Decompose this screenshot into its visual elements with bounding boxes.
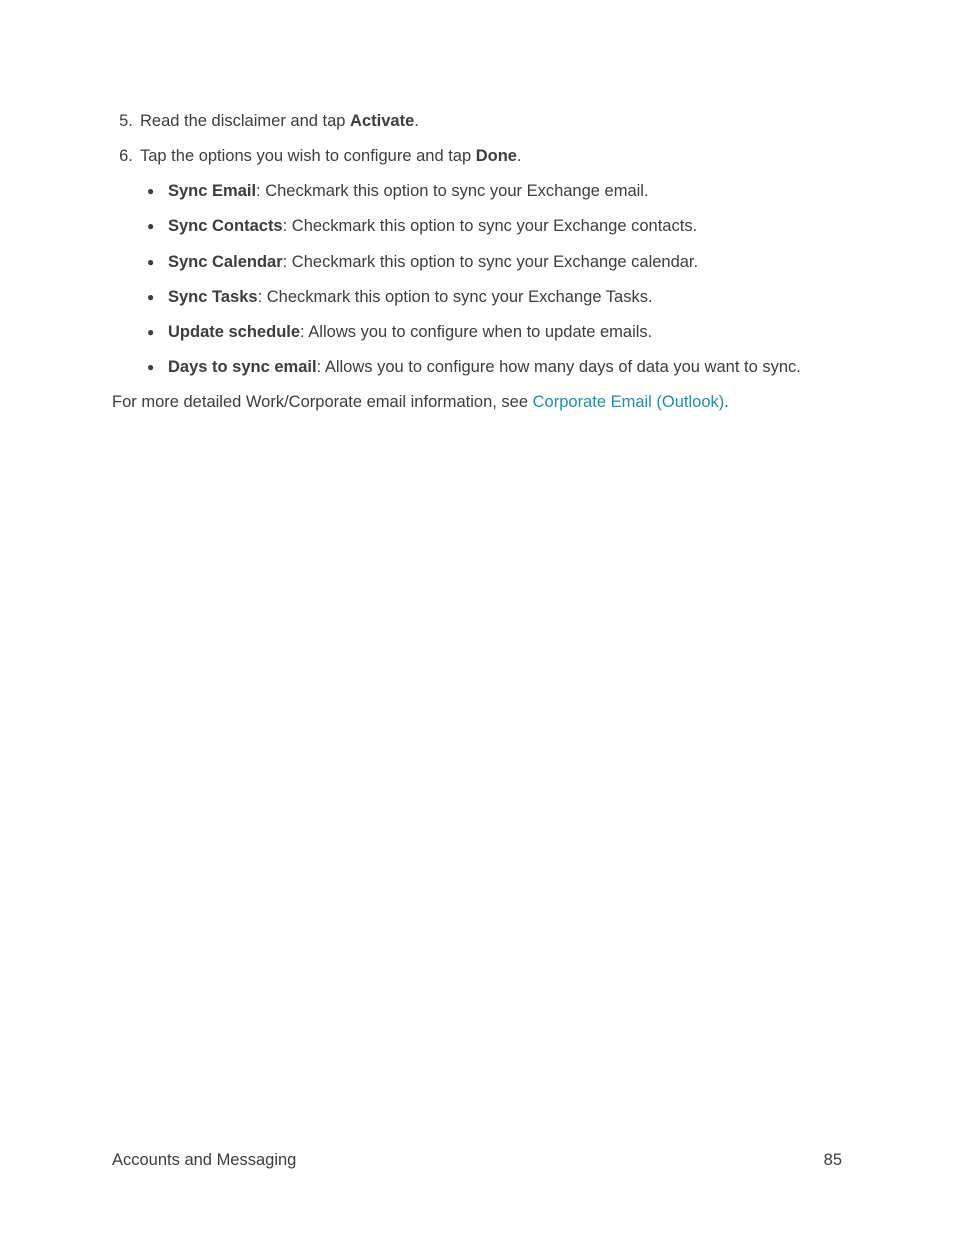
footer-page-number: 85 [823,1151,842,1169]
corporate-email-link[interactable]: Corporate Email (Outlook) [532,393,725,411]
option-term: Update schedule [168,323,301,341]
option-term: Sync Tasks [168,288,258,306]
option-description: : Allows you to configure when to update emails. [300,323,653,341]
bullet-icon: ● [147,255,155,269]
step-keyword: Activate [350,112,415,130]
bullet-icon: ● [147,290,155,304]
bullet-icon: ● [147,184,155,198]
step-keyword: Done [475,147,517,165]
option-days-to-sync [147,356,801,378]
option-sync-email [147,180,649,202]
option-term: Sync Contacts [168,217,283,235]
footer-section-title: Accounts and Messaging [112,1151,297,1169]
step-6 [112,145,522,167]
step-number: 5. [119,112,133,130]
option-description: : Allows you to configure how many days of data you want to sync. [316,358,801,376]
bullet-icon: ● [147,219,155,233]
more-info-end: . [724,393,729,411]
step-number: 6. [119,147,133,165]
option-description: : Checkmark this option to sync your Exchange Tasks. [257,288,653,306]
step-punctuation: . [516,147,522,165]
step-text: Tap the options you wish to configure and tap [140,147,476,165]
option-sync-calendar [147,251,698,273]
option-sync-tasks [147,286,653,308]
option-term: Sync Email [168,182,257,200]
bullet-icon: ● [147,325,155,339]
option-description: : Checkmark this option to sync your Exchange email. [256,182,649,200]
more-info-paragraph [112,391,729,413]
step-text: Read the disclaimer and tap [140,112,351,130]
step-5 [112,110,419,132]
option-term: Days to sync email [168,358,317,376]
option-description: : Checkmark this option to sync your Exchange contacts. [282,217,698,235]
bullet-icon: ● [147,360,155,374]
option-term: Sync Calendar [168,253,283,271]
option-description: : Checkmark this option to sync your Exchange calendar. [282,253,699,271]
step-punctuation: . [414,112,419,130]
option-sync-contacts [147,215,697,237]
more-info-text: For more detailed Work/Corporate email information, see [112,393,533,411]
option-update-schedule [147,321,652,343]
